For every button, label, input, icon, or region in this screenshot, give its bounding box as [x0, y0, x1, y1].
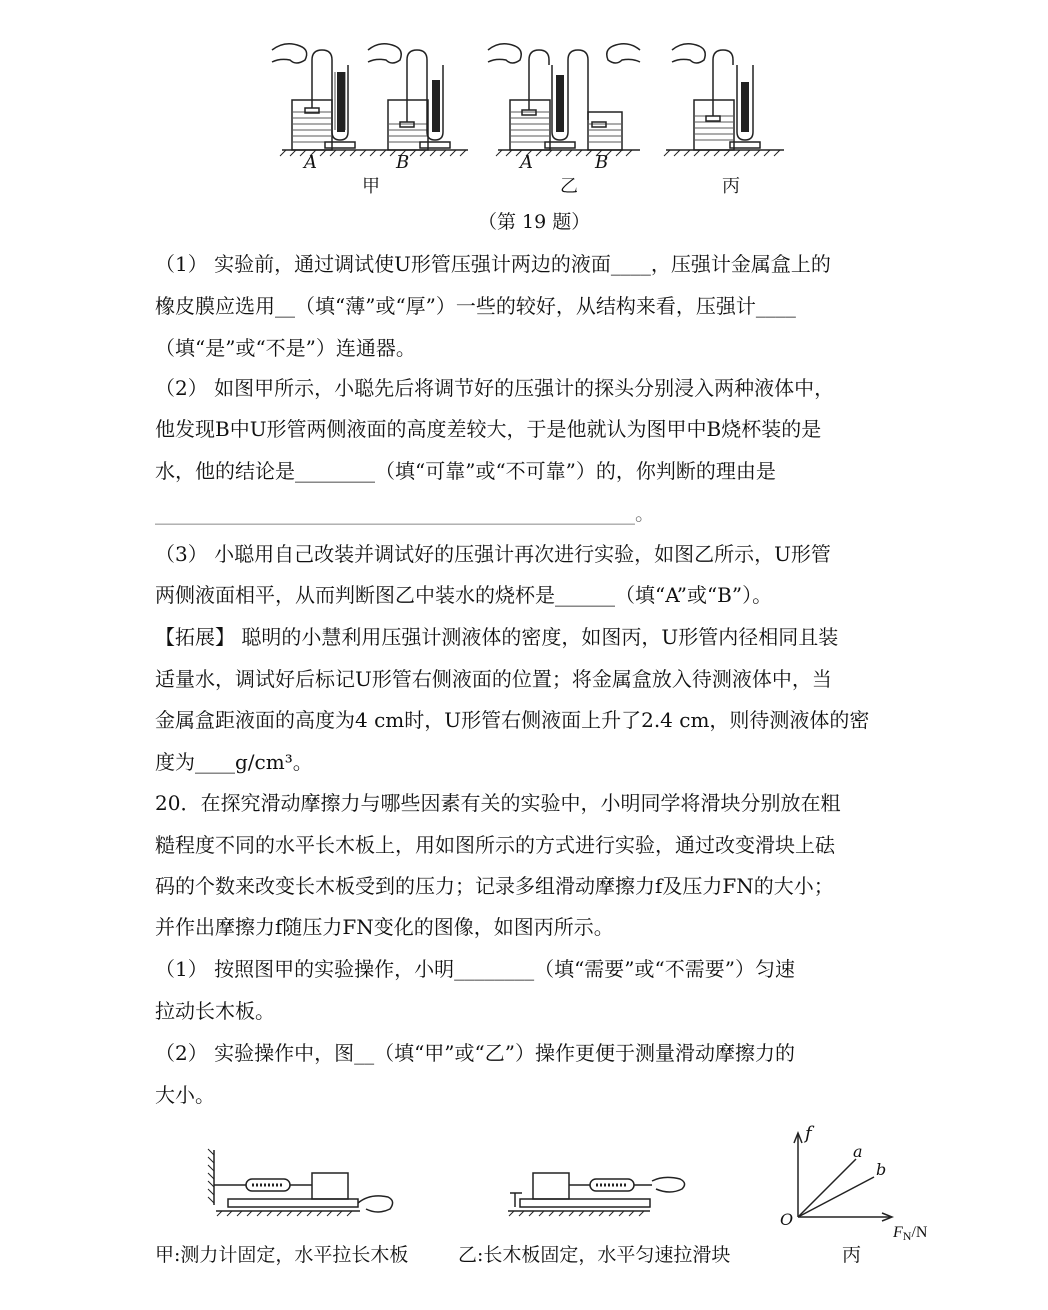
figure-19-caption: （第 19 题）	[478, 211, 591, 233]
q19-ext-line4: 度为____g/cm³。	[155, 750, 313, 774]
q20-p2-line1: （2） 实验操作中，图__（填“甲”或“乙”）操作更便于测量滑动摩擦力的	[155, 1041, 795, 1065]
q20-intro-line4: 并作出摩擦力f随压力FN变化的图像，如图丙所示。	[155, 915, 614, 939]
label-b-yi: B	[595, 152, 609, 173]
q20-intro-line2: 糙程度不同的水平长木板上，用如图所示的方式进行实验，通过改变滑块上砝	[155, 833, 835, 857]
q19-p3-line2: 两侧液面相平，从而判断图乙中装水的烧杯是______（填“A”或“B”）。	[155, 583, 773, 607]
graph-x-symbol: F	[893, 1224, 903, 1241]
q20-p1-line2: 拉动长木板。	[155, 999, 275, 1023]
q19-ext-line1: 【拓展】 聪明的小慧利用压强计测液体的密度，如图丙，U形管内径相同且装	[155, 625, 839, 649]
label-a-yi: A	[520, 152, 533, 173]
figure-20-caption-yi: 乙:长木板固定，水平匀速拉滑块	[458, 1244, 731, 1266]
q19-p2-line2: 他发现B中U形管两侧液面的高度差较大，于是他就认为图甲中B烧杯装的是	[155, 417, 822, 441]
q19-p3-line1: （3） 小聪用自己改装并调试好的压强计再次进行实验，如图乙所示，U形管	[155, 542, 831, 566]
label-bing: 丙	[722, 176, 740, 197]
graph-x-unit: /N	[911, 1224, 928, 1241]
q19-ext-line3: 金属盒距液面的高度为4 cm时，U形管右侧液面上升了2.4 cm，则待测液体的密	[155, 708, 870, 732]
graph-x-subscript: N	[902, 1229, 912, 1243]
q19-ext-line2: 适量水，调试好后标记U形管右侧液面的位置；将金属盒放入待测液体中，当	[155, 667, 832, 691]
label-jia: 甲	[362, 176, 380, 197]
q20-p2-line2: 大小。	[155, 1083, 215, 1107]
q19-p2-line4: ________________________________________________。	[155, 501, 655, 525]
figure-20-caption-bing: 丙	[842, 1244, 862, 1266]
q19-p2-line1: （2） 如图甲所示，小聪先后将调节好的压强计的探头分别浸入两种液体中，	[155, 376, 835, 400]
q19-p2-line3: 水，他的结论是________（填“可靠”或“不可靠”）的，你判断的理由是	[155, 459, 776, 483]
q20-p1-line1: （1） 按照图甲的实验操作，小明________（填“需要”或“不需要”）匀速	[155, 957, 795, 981]
figure-20-drawing	[0, 1125, 1048, 1235]
graph-origin-label: O	[780, 1210, 794, 1229]
graph-line-b-label: b	[876, 1160, 887, 1179]
label-yi: 乙	[560, 176, 578, 197]
q20-intro-line1: 20．在探究滑动摩擦力与哪些因素有关的实验中，小明同学将滑块分别放在粗	[155, 791, 841, 815]
graph-line-a-label: a	[853, 1142, 863, 1161]
label-b-jia: B	[396, 152, 410, 173]
q19-p1-line3: （填“是”或“不是”）连通器。	[155, 336, 416, 360]
q19-p1-line1: （1） 实验前，通过调试使U形管压强计两边的液面____，压强计金属盒上的	[155, 252, 831, 276]
q19-p1-line2: 橡皮膜应选用__（填“薄”或“厚”）一些的较好，从结构来看，压强计____	[155, 294, 796, 318]
graph-x-label	[893, 1224, 927, 1244]
graph-y-label: f	[805, 1123, 812, 1144]
label-a-jia: A	[304, 152, 317, 173]
figure-20-caption-jia: 甲:测力计固定，水平拉长木板	[155, 1244, 409, 1266]
q20-intro-line3: 码的个数来改变长木板受到的压力；记录多组滑动摩擦力f及压力FN的大小；	[155, 874, 834, 898]
